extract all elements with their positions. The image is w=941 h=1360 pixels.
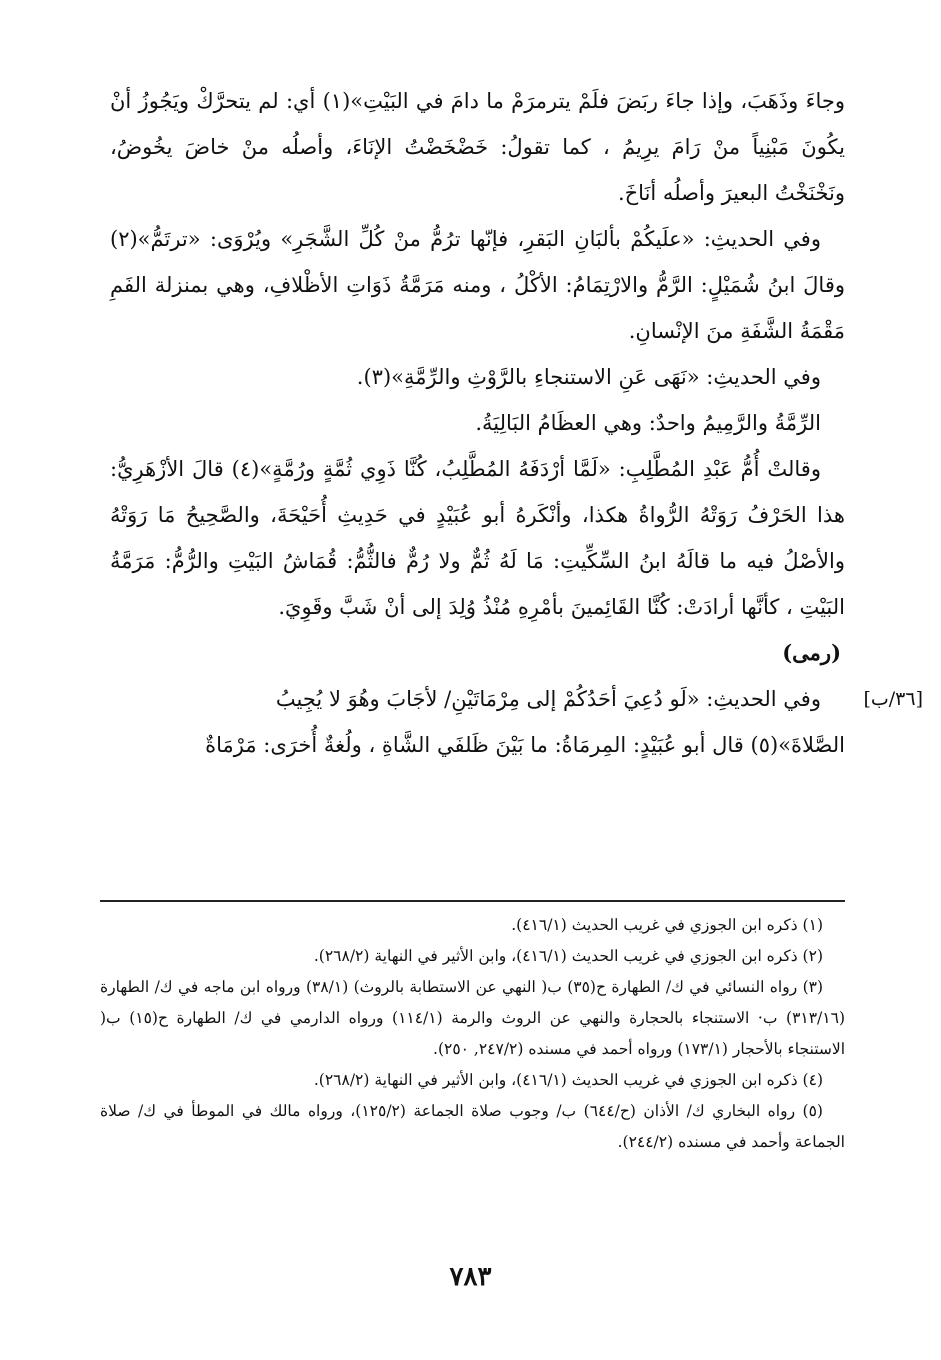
page-number: ٧٨٣ (449, 1262, 492, 1292)
paragraph-1: وجاءَ وذَهَبَ، وإذا جاءَ ربَضَ فلَمْ يترمرَمْ ما دامَ في البَيْتِ»(١) أي: لم يتحرَّكْ ويَجُوزُ أنْ يكُونَ مَبْنِياً منْ رَامَ يرِيمُ ، كما تقولُ: خَضْخَضْتُ الإنَاءَ، وأصلُه منْ خاضَ يخُوضُ، ونَخْنَخْتُ البعيرَ وأصلُه أنَاخَ. (110, 89, 845, 205)
footnote-divider (100, 900, 845, 902)
footnote-4: (٤) ذكره ابن الجوزي في غريب الحديث (٤١٦/١)، وابن الأثير في النهاية (٢٦٨/٢). (313, 1071, 823, 1089)
footnote-2: (٢) ذكره ابن الجوزي في غريب الحديث (٤١٦/١)، وابن الأثير في النهاية (٢٦٨/٢). (313, 947, 823, 965)
footnote-3: (٣) رواه النسائي في ك/ الطهارة ح(٣٥) ب( النهي عن الاستطابة بالروث) (٣٨/١) ورواه ابن ماجه في ك/ الطهارة (٣١٣/١٦) ب· الاستنجاء بالحجارة والنهي عن الروث والرمة (١١٤/١) ورواه الدارمي في ك/ الطهارة ح(١٥) ب( الاستنجاء بالأحجار (١٧٣/١) ورواه أحمد في مسنده (٢٤٧/٢, ٢٥٠). (100, 978, 845, 1058)
paragraph-6-line-1: وفي الحديثِ: «لَو دُعِيَ أحَدُكُمْ إلى مِرْمَاتَيْنِ/ لأجَابَ وهُوَ لا يُجِيبُ (275, 687, 821, 711)
paragraph-5: وقالتْ أُمُّ عَبْدِ المُطَّلِبِ: «لَمَّا أرْدَفَهُ المُطَّلِبُ، كُنَّا ذَوِي ثُمَّةٍ ورُمَّةٍ»(٤) قالَ الأزْهَرِيُّ: هذا الحَرْفُ رَوَتْهُ الرُّواةُ هكذا، وأنْكَرهُ أبو عُبَيْدٍ في حَدِيثِ أُحَيْحَةَ، والصَّحِيحُ مَا رَوَتْهُ والأصْلُ فيه ما قالَهُ ابنُ السِّكِّيتِ: مَا لَهُ ثُمٌّ ولا رُمٌّ فالثُّمُّ: قُمَاشُ البَيْتِ والرُّمُّ: مَرَمَّةُ البَيْتِ ، كأنَّها أرادَتْ: كُنَّا القَائِمينَ بأمْرِهِ مُنْذُ وُلِدَ إلى أنْ شَبَّ وقَوِيَ. (110, 457, 845, 619)
manuscript-page-reference: [٣٦/ب] (863, 688, 923, 710)
paragraph-4: الرِّمَّةُ والرَّمِيمُ واحدٌ: وهي العظَامُ البَالِيَةُ. (475, 411, 821, 435)
paragraph-6 (110, 676, 923, 768)
footnote-5: (٥) رواه البخاري ك/ الأذان (ح/٦٤٤) ب/ وجوب صلاة الجماعة (١٢٥/٢)، ورواه مالك في الموطأ في ك/ صلاة الجماعة وأحمد في مسنده (٢٤٤/٢). (100, 1102, 845, 1151)
section-heading: (رمى) (782, 640, 841, 665)
footnotes (100, 910, 845, 1158)
paragraph-6-continuation: الصَّلاةَ»(٥) قال أبو عُبَيْدٍ: المِرمَاةُ: ما بَيْنَ ظَلفَي الشَّاةِ ، ولُغةٌ أُخرَى: مَرْمَاةٌ (205, 733, 845, 757)
main-text (110, 78, 923, 768)
paragraph-3: وفي الحديثِ: «نَهَى عَنِ الاستنجاءِ بالرَّوْثِ والرِّمَّةِ»(٣). (356, 365, 821, 389)
paragraph-2: وفي الحديثِ: «علَيكُمْ بألبَانِ البَقرِ، فإنّها ترُمُّ منْ كُلِّ الشَّجَرِ» ويُرْوَى: «ترتَمُّ»(٢) وقالَ ابنُ شُمَيْلٍ: الرَّمُّ والارْتِمَامُ: الأكْلُ ، ومنه مَرَمَّةُ ذَوَاتِ الأظْلافِ، وهي بمنزلة الفَمِ مَقْمَةُ الشَّفَةِ منَ الإنْسانِ. (110, 227, 845, 343)
footnote-1: (١) ذكره ابن الجوزي في غريب الحديث (٤١٦/١). (511, 916, 823, 934)
